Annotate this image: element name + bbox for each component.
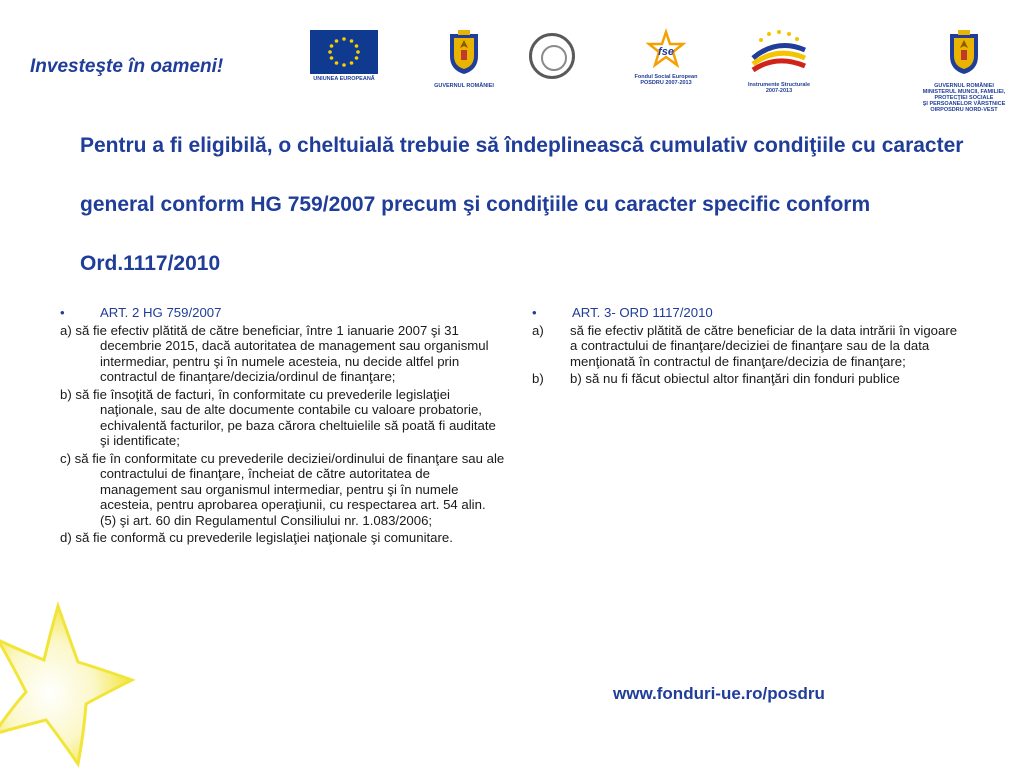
right-item-b-marker: b) <box>532 371 544 386</box>
round-seal-icon <box>529 33 575 79</box>
right-heading-text: ART. 3- ORD 1117/2010 <box>572 305 713 320</box>
decorative-star-icon <box>0 600 140 768</box>
ministry-logo <box>906 28 1022 113</box>
structural-caption-line-1: Instrumente Structurale <box>747 82 811 88</box>
slide-title: Pentru a fi eligibilă, o cheltuială trebuie să îndeplinească cumulativ condiţiile cu caracter general conform HG 759/2007 precum şi condiţiile cu caracter specific conform Ord.1117/2010 <box>80 134 964 275</box>
right-column <box>532 305 962 389</box>
footer-url-link[interactable]: www.fonduri-ue.ro/posdru <box>613 684 825 703</box>
fse-logo <box>618 28 714 86</box>
fse-text: fse <box>658 46 674 58</box>
fse-icon <box>643 28 689 72</box>
fse-caption-line-2: POSDRU 2007-2013 <box>640 80 692 86</box>
structural-instruments-logo <box>736 28 822 94</box>
right-item-a-marker: a) <box>532 322 544 338</box>
ministry-crest-icon <box>944 28 984 76</box>
left-item-b: b) să fie însoţită de facturi, în conformitate cu prevederile legislaţiei naţionale, sau de alte documente contabile cu valoare probatorie, echivalentă facturilor, pe baza cărora cheltuielile să poată fi auditate şi identificate; <box>60 386 496 448</box>
bullet-icon: • <box>60 305 65 320</box>
right-heading <box>532 305 962 321</box>
eu-flag-icon <box>310 30 378 74</box>
slogan: Investeşte în oameni! <box>30 56 224 77</box>
ministry-caption-line-3: PROTECŢIEI SOCIALE <box>934 95 994 101</box>
eu-caption: UNIUNEA EUROPEANĂ <box>313 76 375 82</box>
right-item-a <box>532 323 962 370</box>
right-item-b <box>532 371 962 387</box>
left-heading-text: ART. 2 HG 759/2007 <box>100 305 222 320</box>
ministry-caption-line-5: OIRPOSDRU NORD-VEST <box>930 107 998 113</box>
ministry-caption-line-2: MINISTERUL MUNCII, FAMILIEI, <box>922 89 1006 95</box>
government-logo <box>424 28 504 89</box>
left-item-d: d) să fie conformă cu prevederile legislaţiei naţionale şi comunitare. <box>60 530 453 545</box>
left-column <box>60 305 505 548</box>
bullet-icon: • <box>532 305 537 320</box>
structural-caption-line-2: 2007-2013 <box>765 88 793 94</box>
right-item-a-text: să fie efectiv plătită de către beneficiar de la data intrării în vigoare a contractului de finanţare/deciziei de finanţare sau de la data menţionată în contractul de finanţare/decizia de finanţare; <box>570 322 958 369</box>
ministry-caption-line-4: ŞI PERSOANELOR VÂRSTNICE <box>922 101 1006 107</box>
left-heading <box>60 305 505 321</box>
left-item-c: c) să fie în conformitate cu prevederile deciziei/ordinului de finanţare sau ale contractului de finanţare, încheiat de către autoritatea de management sau organismul intermediar, pentru şi în numele acesteia, pentru aprobarea operaţiunii, cu respectarea art. 54 alin. (5) şi art. 60 din Regulamentul Consiliului nr. 1.083/2006; <box>60 450 505 528</box>
fse-caption-line-1: Fondul Social European <box>634 74 698 80</box>
coat-of-arms-icon <box>444 28 484 76</box>
eu-logo <box>306 30 382 82</box>
right-item-b-text: b) să nu fi făcut obiectul altor finanţări din fonduri publice <box>570 371 900 386</box>
left-item-a: a) să fie efectiv plătită de către beneficiar, între 1 ianuarie 2007 şi 31 decembrie 2015, dacă autoritatea de management sau organismul intermediar, pentru şi în numele acesteia, nu decide altfel prin contractul de finanţare/decizia/ordinul de finanţare; <box>60 322 489 384</box>
seal-logo <box>527 33 577 79</box>
structural-instruments-icon <box>747 28 811 80</box>
government-caption: GUVERNUL ROMÂNIEI <box>434 83 494 89</box>
ministry-caption-line-1: GUVERNUL ROMÂNIEI <box>934 83 994 89</box>
